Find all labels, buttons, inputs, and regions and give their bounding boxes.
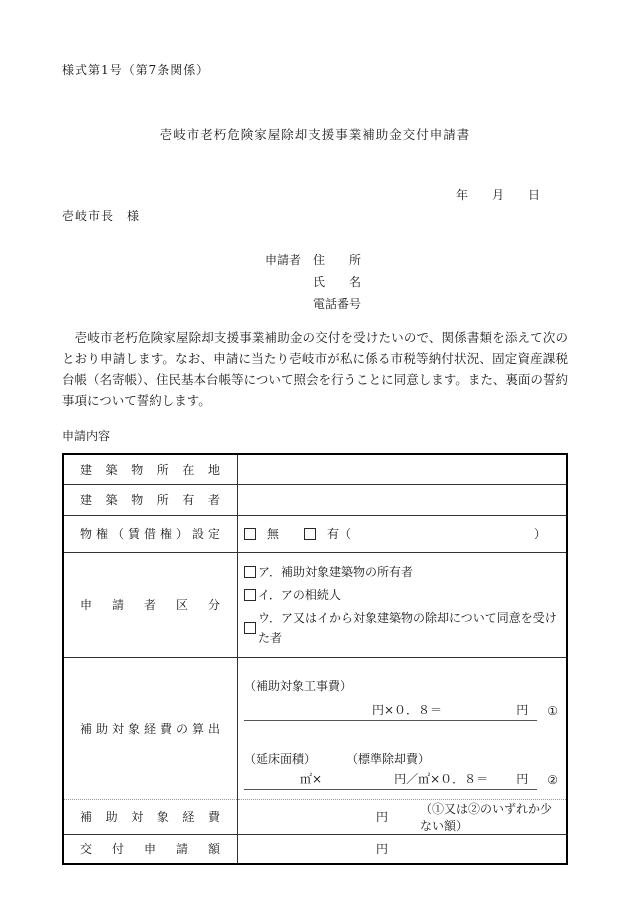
calc-content	[238, 657, 568, 799]
applicant-phone-label: 電話番号	[313, 297, 362, 311]
document-title: 壱岐市老朽危険家屋除却支援事業補助金交付申請書	[159, 127, 471, 142]
checkbox-option-c-icon	[244, 622, 256, 634]
calc-label: 補助対象経費の算出	[63, 657, 238, 799]
application-amount-line	[244, 840, 558, 857]
category-option-a-label: ア．補助対象建築物の所有者	[258, 564, 414, 579]
calc-line1	[244, 700, 558, 721]
rights-value	[238, 515, 568, 552]
table-row-calc	[63, 657, 567, 799]
application-amount-value	[238, 834, 568, 864]
applicant-address-label: 住 所	[313, 253, 362, 267]
calc-line2-unit: 円	[516, 772, 529, 786]
calc-line2-prefix: ㎡×	[300, 772, 323, 786]
building-location-value	[238, 454, 568, 484]
table-row-rights	[63, 515, 567, 552]
calc-caption-standard-cost: （標準除却費）	[346, 752, 431, 766]
building-owner-value	[238, 484, 568, 515]
rights-option-yes-label: 有（	[327, 527, 352, 541]
calc-line2	[244, 769, 558, 790]
rights-option-no-label: 無	[267, 527, 280, 541]
building-owner-label: 建築物所有者	[63, 484, 238, 515]
date-line: 年 月 日	[455, 188, 540, 202]
subsidy-expense-unit: 円	[376, 810, 389, 824]
addressee: 壱岐市長 様	[62, 209, 141, 223]
subsidy-expense-line	[244, 800, 558, 834]
calc-line1-formula: 円×０．８＝	[372, 703, 443, 717]
applicant-fields	[313, 249, 361, 315]
building-location-label: 建築物所在地	[63, 454, 238, 484]
calc-line2-underline	[244, 769, 537, 790]
table-row-subsidy-expense	[63, 799, 567, 834]
calc-line2-captions	[244, 749, 558, 769]
applicant-block	[62, 249, 568, 315]
circled-one: ①	[547, 704, 558, 718]
applicant-name-label: 氏 名	[313, 275, 362, 289]
section-label: 申請内容	[62, 429, 111, 443]
calc-caption-floor-area: （延床面積）	[244, 752, 317, 766]
checkbox-option-b-icon	[244, 589, 256, 601]
subsidy-expense-note: （①又は②のいずれか少ない額）	[420, 801, 553, 833]
applicant-label: 申請者	[265, 253, 302, 267]
application-amount-label: 交付申請額	[63, 834, 238, 864]
calc-line1-underline	[244, 700, 537, 721]
application-amount-unit: 円	[376, 842, 389, 857]
checkbox-option-a-icon	[244, 566, 256, 578]
category-option-c	[244, 608, 558, 648]
category-option-a	[244, 562, 558, 582]
table-row-applicant-category	[63, 552, 567, 657]
checkbox-yes-icon	[304, 528, 316, 540]
calc-line2-formula: 円／㎡×０．８＝	[394, 772, 489, 786]
rights-option-yes	[304, 525, 351, 542]
category-option-b-label: イ．アの相続人	[258, 587, 341, 602]
application-table	[62, 453, 568, 865]
table-row-building-owner	[63, 484, 567, 515]
rights-label: 物権（賃借権）設定	[63, 515, 238, 552]
applicant-category-options	[238, 552, 568, 657]
body-paragraph: 壱岐市老朽危険家屋除却支援事業補助金の交付を受けたいので、関係書類を添えて次のとおり申請します。なお、申請に当たり壱岐市が私に係る市税等納付状況、固定資産課税台帳（名寄帳）、住民基本台帳等について照会を行うことに同意します。また、裏面の誓約事項について誓約します。	[62, 330, 568, 408]
form-number: 様式第1号（第7条関係）	[62, 63, 210, 77]
table-row-application-amount	[63, 834, 567, 864]
subsidy-expense-value	[238, 799, 568, 834]
checkbox-no-icon	[244, 528, 256, 540]
calc-line1-caption: （補助対象工事費）	[244, 679, 353, 693]
category-option-c-label: ウ．ア又はイから対象建築物の除却について同意を受けた者	[258, 610, 557, 645]
rights-options	[244, 525, 558, 542]
applicant-category-label: 申請者区分	[63, 552, 238, 657]
subsidy-expense-label: 補助対象経費	[63, 799, 238, 834]
table-row-building-location	[63, 454, 567, 484]
rights-option-no	[244, 525, 279, 542]
rights-close-paren: ）	[533, 527, 546, 541]
calc-line1-unit: 円	[516, 703, 529, 717]
circled-two: ②	[547, 773, 558, 787]
category-option-b	[244, 585, 558, 605]
